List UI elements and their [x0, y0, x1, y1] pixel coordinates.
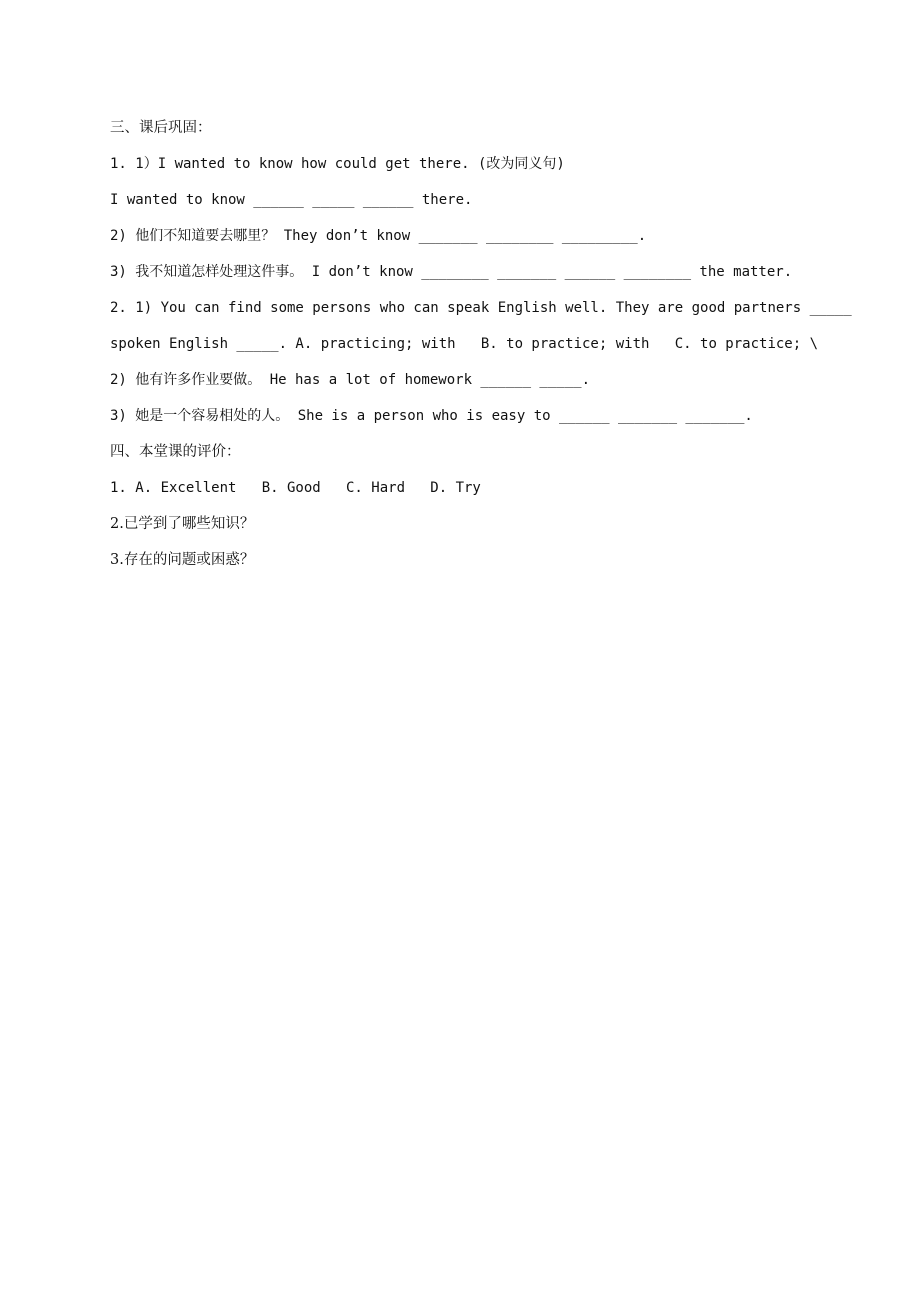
evaluation-item-2: 2.已学到了哪些知识？: [110, 516, 255, 532]
question-2-1: 2. 1) You can find some persons who can speak English well. They are good partners _____: [110, 300, 852, 316]
question-1-1-answer: I wanted to know ______ _____ ______ there.: [110, 192, 473, 208]
evaluation-item-3: 3.存在的问题或困惑？: [110, 552, 255, 568]
evaluation-item-1: 1. A. Excellent B. Good C. Hard D. Try: [110, 480, 481, 496]
question-1-2: 2) 他们不知道要去哪里？ They don’t know _______ ________ _________.: [110, 228, 647, 244]
question-2-3: 3) 她是一个容易相处的人。 She is a person who is easy to ______ _______ _______.: [110, 408, 753, 424]
question-1-1: 1. 1）I wanted to know how could get there. (改为同义句): [110, 156, 565, 172]
section-heading-evaluation: 四、本堂课的评价：: [110, 444, 241, 460]
question-1-3: 3) 我不知道怎样处理这件事。 I don’t know ________ _______ ______ ________ the matter.: [110, 264, 793, 280]
question-2-2: 2) 他有许多作业要做。 He has a lot of homework ______ _____.: [110, 372, 591, 388]
question-2-1-options: spoken English _____. A. practicing; with B. to practice; with C. to practice; \: [110, 336, 819, 352]
section-heading-after-class: 三、课后巩固：: [110, 120, 212, 136]
